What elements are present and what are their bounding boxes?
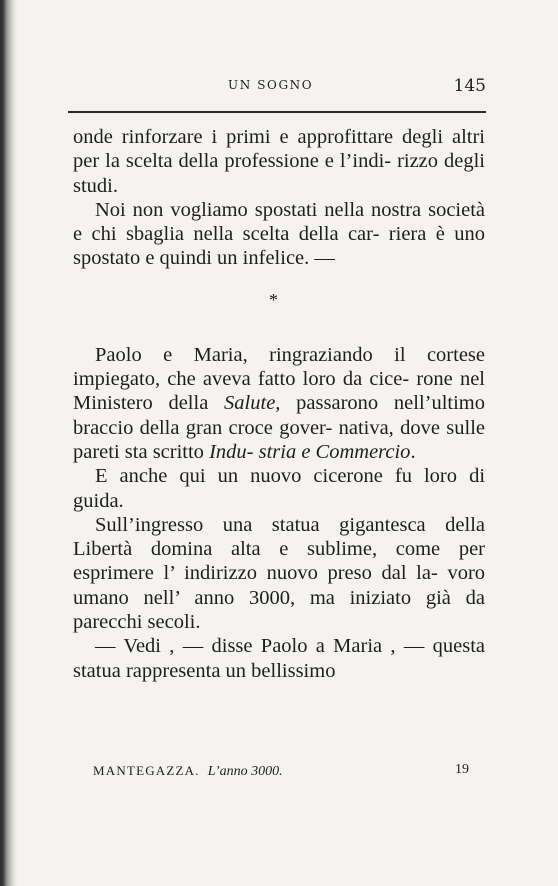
text-line: onde rinforzare i primi e approfittare degli [73, 126, 444, 148]
text-line: riera è uno spostato e quindi un infelice. — [73, 223, 485, 270]
paragraph [73, 343, 485, 464]
paragraph [73, 464, 485, 513]
signature-title: L’anno 3000. [207, 764, 283, 779]
text-line: questa statua rappresenta un bellissimo [73, 635, 485, 682]
running-title: UN SOGNO [228, 78, 314, 92]
book-spine-shadow [0, 0, 18, 886]
page-number: 145 [453, 76, 486, 96]
text-line: società e chi sbaglia nella scelta della car- [73, 198, 486, 246]
text-line: — Vedi , — disse Paolo a Maria , — [95, 635, 425, 658]
paragraph [73, 513, 485, 634]
text-line: Paolo e Maria, ringraziando il cortese [95, 343, 485, 366]
text-line: altri per la scelta della professione e l’indi- [73, 126, 485, 173]
text-line: rizzo degli studi. [73, 150, 485, 197]
text-line: di guida. [73, 465, 486, 512]
text-line: voro umano nell’ anno 3000, ma iniziato [73, 562, 486, 609]
text-line: già da parecchi secoli. [73, 586, 485, 634]
paragraph-continuation [73, 125, 485, 198]
paragraph [73, 198, 485, 271]
page-header [228, 76, 486, 98]
body-text [73, 125, 485, 683]
text-line: nativa, dove sulle pareti sta scritto Indu- [73, 416, 485, 463]
paragraph [73, 634, 485, 683]
text-line: E anche qui un nuovo cicerone fu loro [95, 465, 458, 488]
asterisk-separator: * [269, 289, 278, 310]
text-line: Libertà domina alta e sublime, come per [73, 538, 485, 561]
text-line: rone nel Ministero della Salute, passarono [73, 368, 486, 415]
text-line: Noi non vogliamo spostati nella nostra [95, 198, 422, 221]
text-line: esprimere l’ indirizzo nuovo preso dal la- [73, 562, 438, 585]
text-line: Sull’ingresso una statua gigantesca della [95, 513, 485, 536]
text-line: nell’ultimo braccio della gran croce gover- [73, 392, 486, 439]
signature-author: MANTEGAZZA. [93, 763, 200, 778]
signature-number: 19 [455, 762, 469, 777]
printer-signature [93, 762, 469, 782]
section-break [73, 271, 485, 343]
text-line: stria e Commercio. [258, 440, 416, 463]
header-rule [68, 111, 486, 113]
text-line: impiegato, che aveva fatto loro da cice- [73, 368, 410, 391]
